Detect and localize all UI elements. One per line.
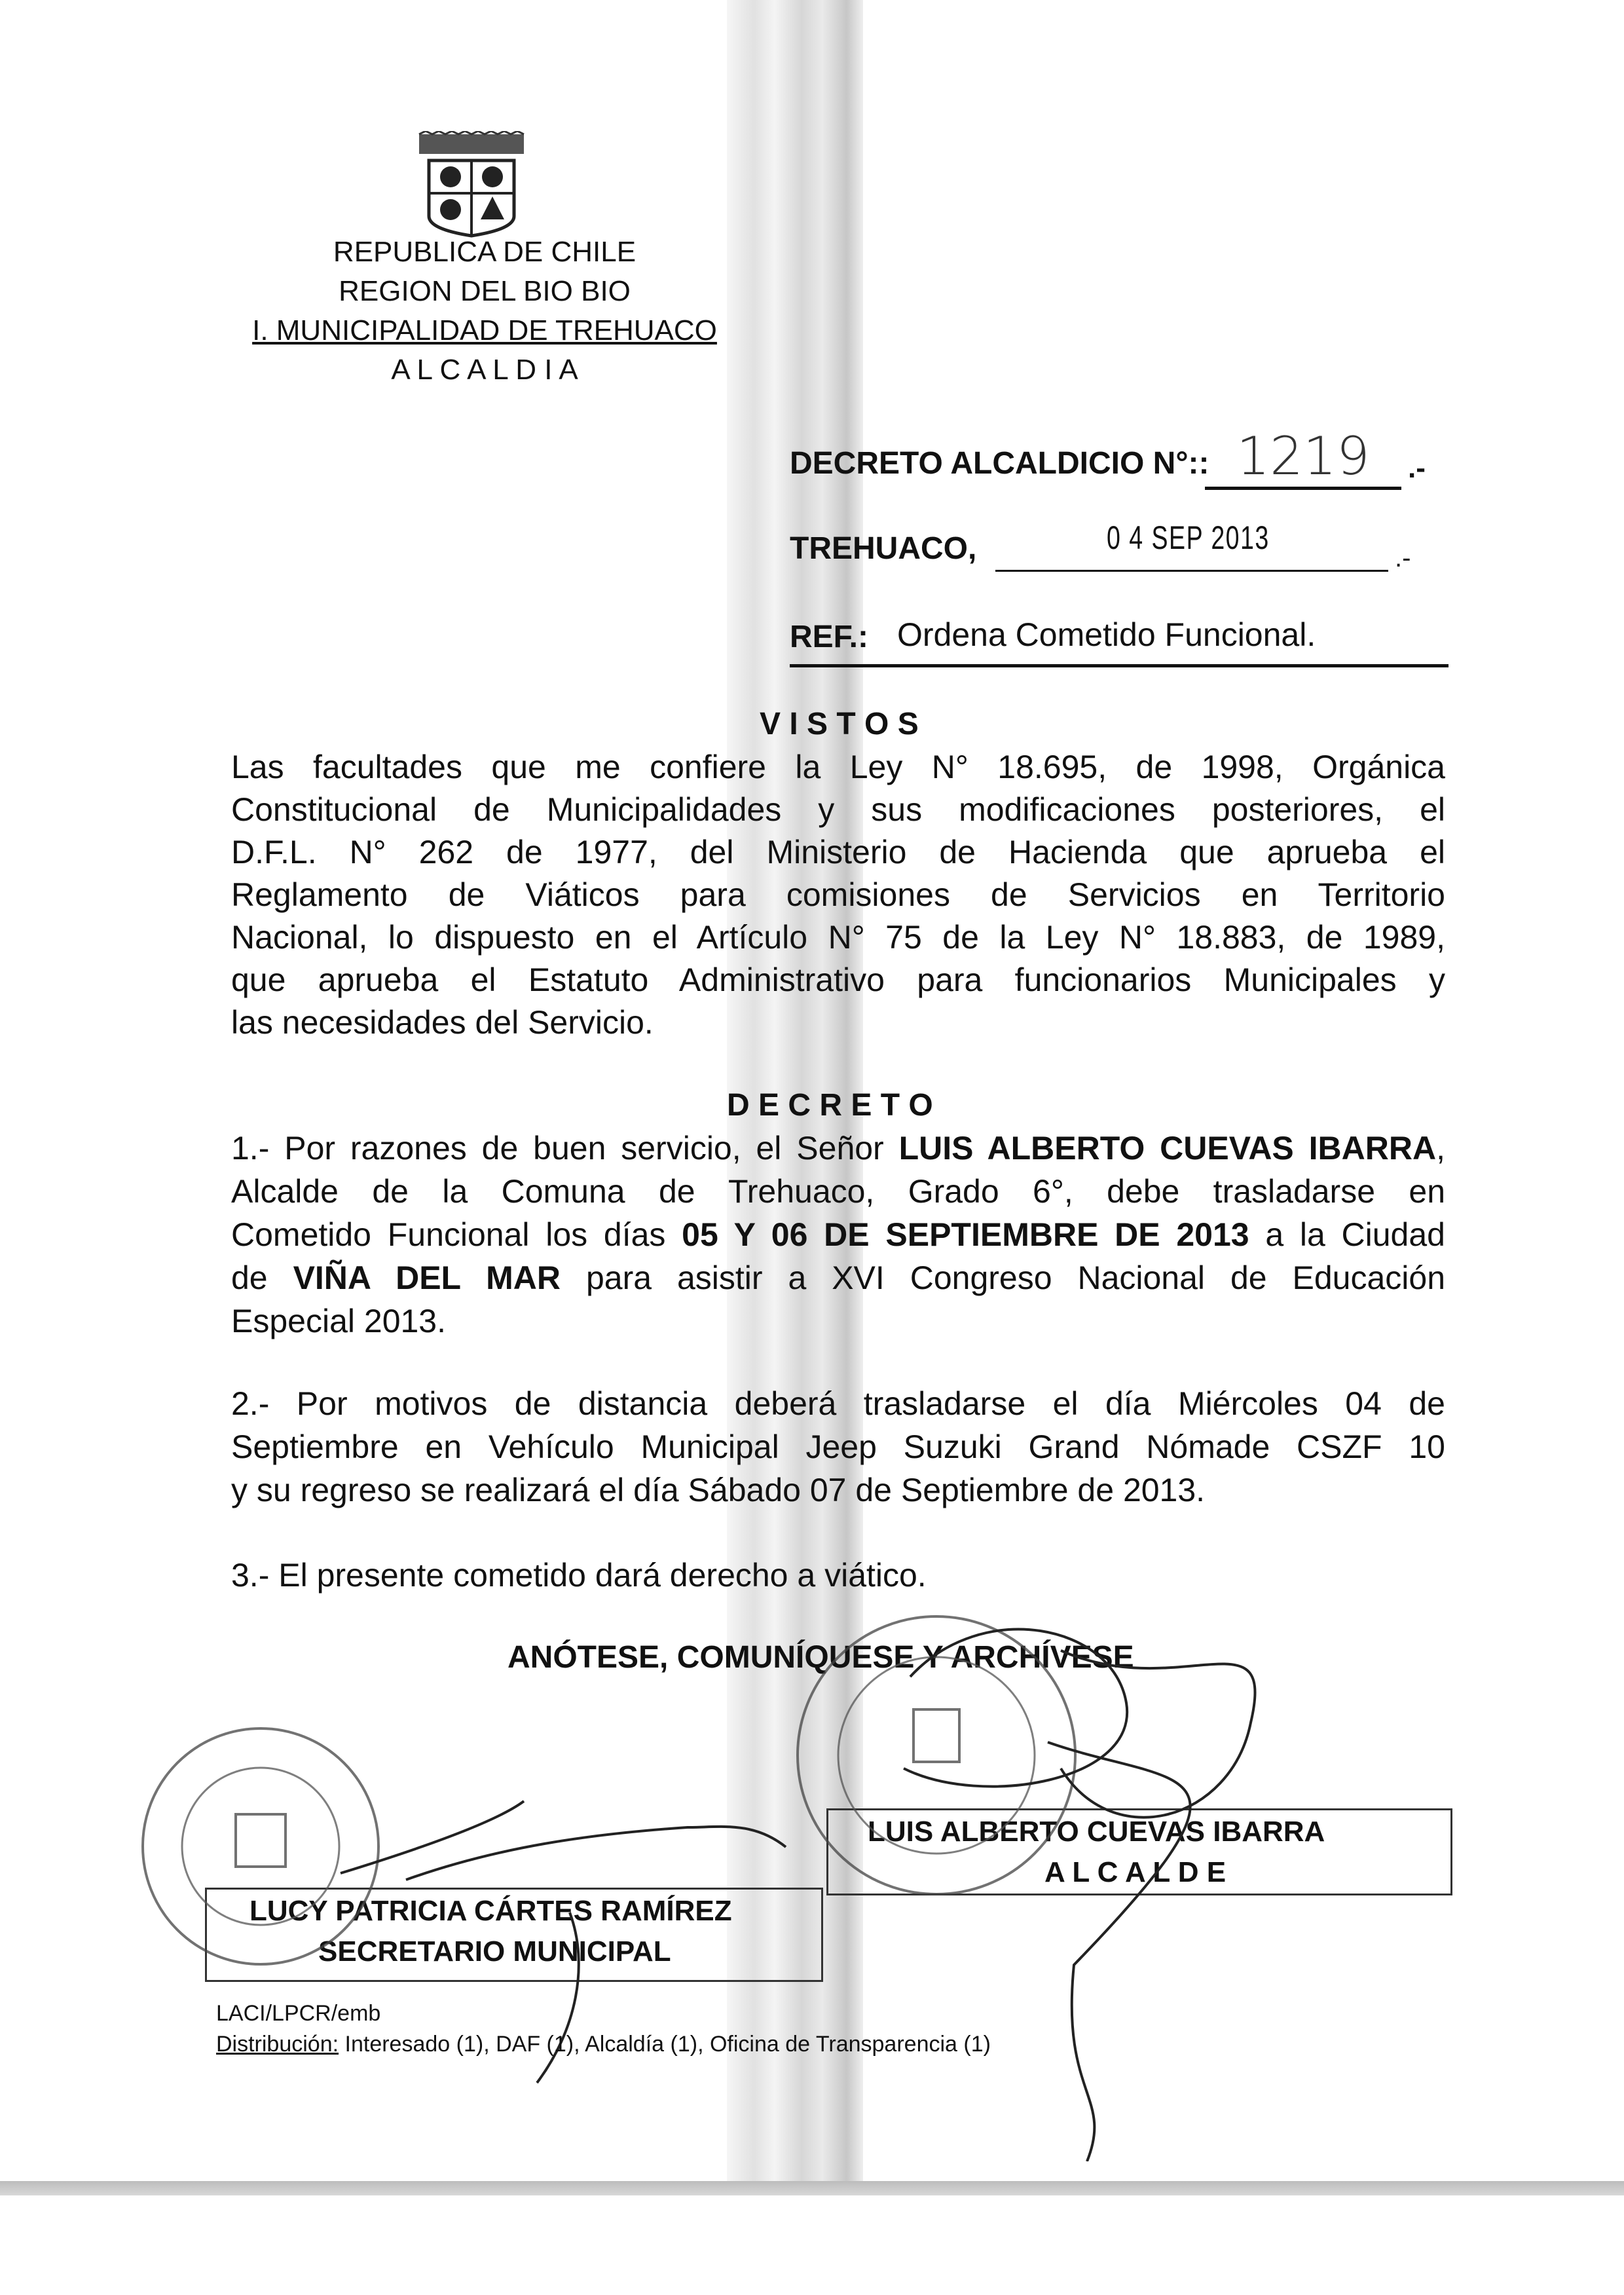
- text-segment: para asistir a XVI Congreso Nacional de Educación: [561, 1259, 1446, 1296]
- decree-number-suffix: .-: [1408, 452, 1426, 484]
- text-line: [231, 876, 1445, 914]
- text-segment: D.F.L. N° 262 de 1977, del Ministerio de Hacienda que aprueba el: [231, 834, 1445, 870]
- stamps-and-signatures: [0, 1572, 1624, 2161]
- text-segment: 2.- Por motivos de distancia deberá trasladarse el día Miércoles 04 de: [231, 1385, 1445, 1422]
- ref-underline: [790, 664, 1449, 667]
- text-line: [231, 1259, 1445, 1297]
- text-line: [231, 1129, 1445, 1167]
- header-country: REPUBLICA DE CHILE: [333, 236, 637, 268]
- secretario-title: SECRETARIO MUNICIPAL: [318, 1935, 671, 1968]
- text-line: [231, 1003, 1445, 1041]
- text-segment: 3.- El presente cometido dará derecho a viático.: [231, 1557, 927, 1594]
- text-line: [231, 1302, 1445, 1340]
- text-line: [231, 961, 1445, 999]
- distribution-list: Interesado (1), DAF (1), Alcaldía (1), Oficina de Transparencia (1): [339, 2032, 991, 2057]
- decree-number-handwritten: 1219: [1205, 426, 1401, 490]
- text-line: [231, 1385, 1445, 1423]
- date-suffix: .-: [1395, 544, 1411, 572]
- place-label: TREHUACO,: [790, 531, 977, 566]
- text-line: [231, 1216, 1445, 1254]
- text-line: [231, 1428, 1445, 1466]
- text-segment: Cometido Funcional los días: [231, 1216, 682, 1253]
- date-stamp: 0 4 SEP 2013: [1107, 519, 1270, 556]
- text-segment: Especial 2013.: [231, 1303, 447, 1339]
- decree-number-label: DECRETO ALCALDICIO N°::: [790, 446, 1209, 481]
- text-segment: Septiembre en Vehículo Municipal Jeep Suzuki Grand Nómade CSZF 10: [231, 1428, 1445, 1465]
- text-line: [231, 1172, 1445, 1210]
- header-department: A L C A L D I A: [391, 354, 578, 386]
- left-municipal-stamp: [143, 1728, 378, 1964]
- text-segment: Alcalde de la Comuna de Trehuaco, Grado 6°, debe trasladarse en: [231, 1173, 1445, 1210]
- decreto-heading: D E C R E T O: [727, 1088, 933, 1123]
- text-segment: y su regreso se realizará el día Sábado 07 de Septiembre de 2013.: [231, 1472, 1206, 1508]
- alcalde-name: LUIS ALBERTO CUEVAS IBARRA: [868, 1816, 1325, 1848]
- bold-text: 05 Y 06 DE SEPTIEMBRE DE 2013: [682, 1216, 1249, 1253]
- text-segment: de: [231, 1259, 293, 1296]
- bold-text: LUIS ALBERTO CUEVAS IBARRA: [898, 1130, 1437, 1166]
- text-segment: Reglamento de Viáticos para comisiones de Servicios en Territorio: [231, 876, 1445, 913]
- text-line: [231, 748, 1445, 786]
- text-segment: que aprueba el Estatuto Administrativo para funcionarios Municipales y: [231, 961, 1445, 998]
- alcalde-title: A L C A L D E: [1044, 1856, 1227, 1888]
- closing-formula: ANÓTESE, COMUNÍQUESE Y ARCHÍVESE: [507, 1640, 1134, 1675]
- ref-text: Ordena Cometido Funcional.: [897, 616, 1316, 653]
- text-segment: ,: [1436, 1130, 1445, 1166]
- coat-of-arms-icon: [406, 131, 537, 239]
- bold-text: VIÑA DEL MAR: [293, 1259, 561, 1296]
- text-segment: Nacional, lo dispuesto en el Artículo N° 75 de la Ley N° 18.883, de 1989,: [231, 919, 1445, 956]
- text-line: [231, 791, 1445, 829]
- vistos-heading: V I S T O S: [760, 707, 919, 741]
- header-municipality: I. MUNICIPALIDAD DE TREHUACO: [252, 314, 717, 346]
- text-line: [231, 1471, 1445, 1509]
- text-segment: las necesidades del Servicio.: [231, 1004, 654, 1041]
- secretario-name: LUCY PATRICIA CÁRTES RAMÍREZ: [249, 1895, 732, 1927]
- text-segment: Constitucional de Municipalidades y sus modificaciones posteriores, el: [231, 791, 1445, 828]
- header-region: REGION DEL BIO BIO: [339, 275, 631, 307]
- text-segment: 1.- Por razones de buen servicio, el Señor: [231, 1130, 899, 1166]
- scan-bottom-edge: [0, 2181, 1624, 2195]
- right-municipal-stamp: [798, 1616, 1075, 1894]
- distribution: [216, 2032, 991, 2057]
- text-segment: Las facultades que me confiere la Ley N° 18.695, de 1998, Orgánica: [231, 749, 1445, 785]
- text-line: [231, 918, 1445, 956]
- text-line: [231, 833, 1445, 871]
- initials: LACI/LPCR/emb: [216, 2001, 381, 2026]
- distribution-label: Distribución:: [216, 2032, 339, 2057]
- text-segment: a la Ciudad: [1249, 1216, 1445, 1253]
- ref-label: REF.:: [790, 620, 868, 654]
